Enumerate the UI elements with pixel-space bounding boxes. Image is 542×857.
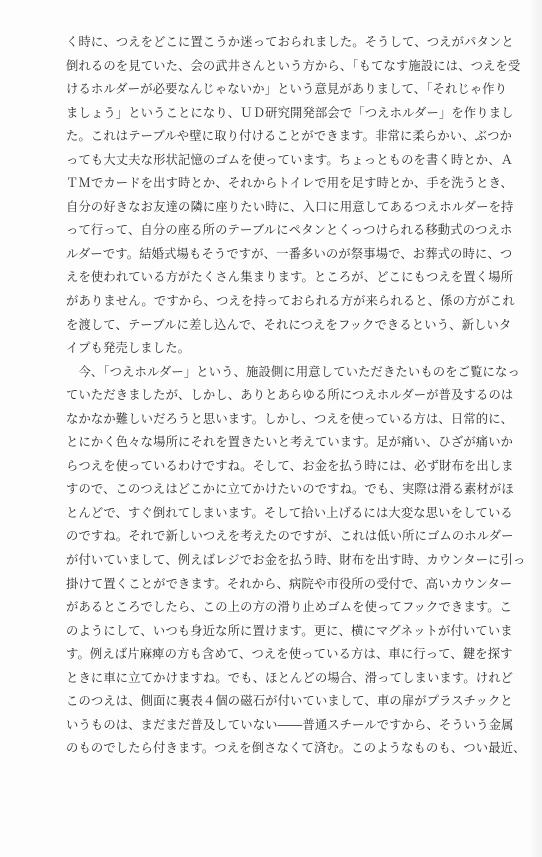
text-line: ときに車に立てかけますね。でも、ほとんどの場合、滑ってしまいます。けれど	[66, 670, 514, 685]
text-line: ましょう」ということになり、ＵＤ研究開発部会で「つえホルダー」を作りまし	[66, 105, 514, 120]
text-line: とにかく色々な場所にそれを置きたいと考えています。足が痛い、ひざが痛いか	[66, 435, 514, 450]
text-line: すので、このつえはどこかに立てかけたいのですね。でも、実際は滑る素材がほ	[66, 482, 514, 497]
text-line: とんどで、すぐ倒れてしまいます。そして拾い上げるには大変な思いをしている	[66, 505, 513, 520]
text-line: いうものは、まだまだ普及していない――普通スチールですから、そういう金属	[66, 717, 514, 732]
text-line: ルダーです。結婚式場もそうですが、一番多いのが祭事場で、お葬式の時に、つ	[66, 246, 513, 261]
text-line: らつえを使っているわけですね。そして、お金を払う時には、必ず財布を出しま	[66, 458, 514, 473]
text-line: ＴＭでカードを出す時とか、それからトイレで用を足す時とか、手を洗うとき、	[66, 176, 513, 191]
text-line: 自分の好きなお友達の隣に座りたい時に、入口に用意してあるつえホルダーを持	[66, 199, 514, 214]
text-line: このつえは、側面に裏表４個の磁石が付いていまして、車の扉がプラスチックと	[66, 694, 513, 709]
body-text	[66, 31, 526, 761]
text-line: ていただきましたが、しかし、ありとあらゆる所につえホルダーが普及するのは	[66, 388, 514, 403]
text-line: 今、「つえホルダー」という、施設側に用意していただきたいものをご覧になっ	[66, 364, 520, 379]
text-line: がありません。ですから、つえを持っておられる方が来られると、係の方がこれ	[66, 294, 515, 309]
text-line: って行って、自分の座る所のテーブルにペタンとくっつけられる移動式のつえホ	[66, 223, 513, 238]
text-line: えを使われている方がたくさん集まります。ところが、どこにもつえを置く場所	[66, 270, 514, 285]
text-line: なかなか難しいだろうと思います。しかし、つえを使っている方は、日常的に、	[66, 411, 514, 426]
text-line: イプも発売しました。	[66, 341, 191, 356]
text-line: を渡して、テーブルに差し込んで、それにつえをフックできるという、新しいタ	[66, 317, 512, 332]
text-line: く時に、つえをどこに置こうか迷っておられました。そうして、つえがパタンと	[66, 35, 514, 49]
text-line: のものでしたら付きます。つえを倒さなくて済む。このようなものも、つい最近、	[66, 741, 526, 756]
text-line: が付いていまして、例えばレジでお金を払う時、財布を出す時、カウンターに引っ	[66, 553, 526, 568]
text-line: のようにして、いつも身近な所に置けます。更に、横にマグネットが付いていま	[66, 623, 513, 638]
text-line: があるところでしたら、この上の方の滑り止めゴムを使ってフックできます。こ	[66, 600, 513, 615]
text-line: 掛けて置くことができます。それから、病院や市役所の受付で、高いカウンター	[66, 576, 513, 591]
text-line: す。例えば片麻痺の方も含めて、つえを使っている方は、車に行って、鍵を探す	[66, 647, 513, 662]
text-line: 倒れるのを見ていた、会の武井さんという方から、「もてなす施設には、つえを受	[66, 58, 521, 73]
text-line: けるホルダーが必要なんじゃないか」という意見がありまして、「それじゃ作り	[66, 82, 508, 97]
text-line: た。これはテーブルや壁に取り付けることができます。非常に柔らかい、ぶつか	[66, 129, 512, 144]
text-line: のですね。それで新しいつえを考えたのですが、これは低い所にゴムのホルダー	[66, 529, 514, 544]
text-line: っても大丈夫な形状記憶のゴムを使っています。ちょっとものを書く時とか、Ａ	[66, 152, 514, 167]
page-edge-shadow	[528, 0, 542, 857]
